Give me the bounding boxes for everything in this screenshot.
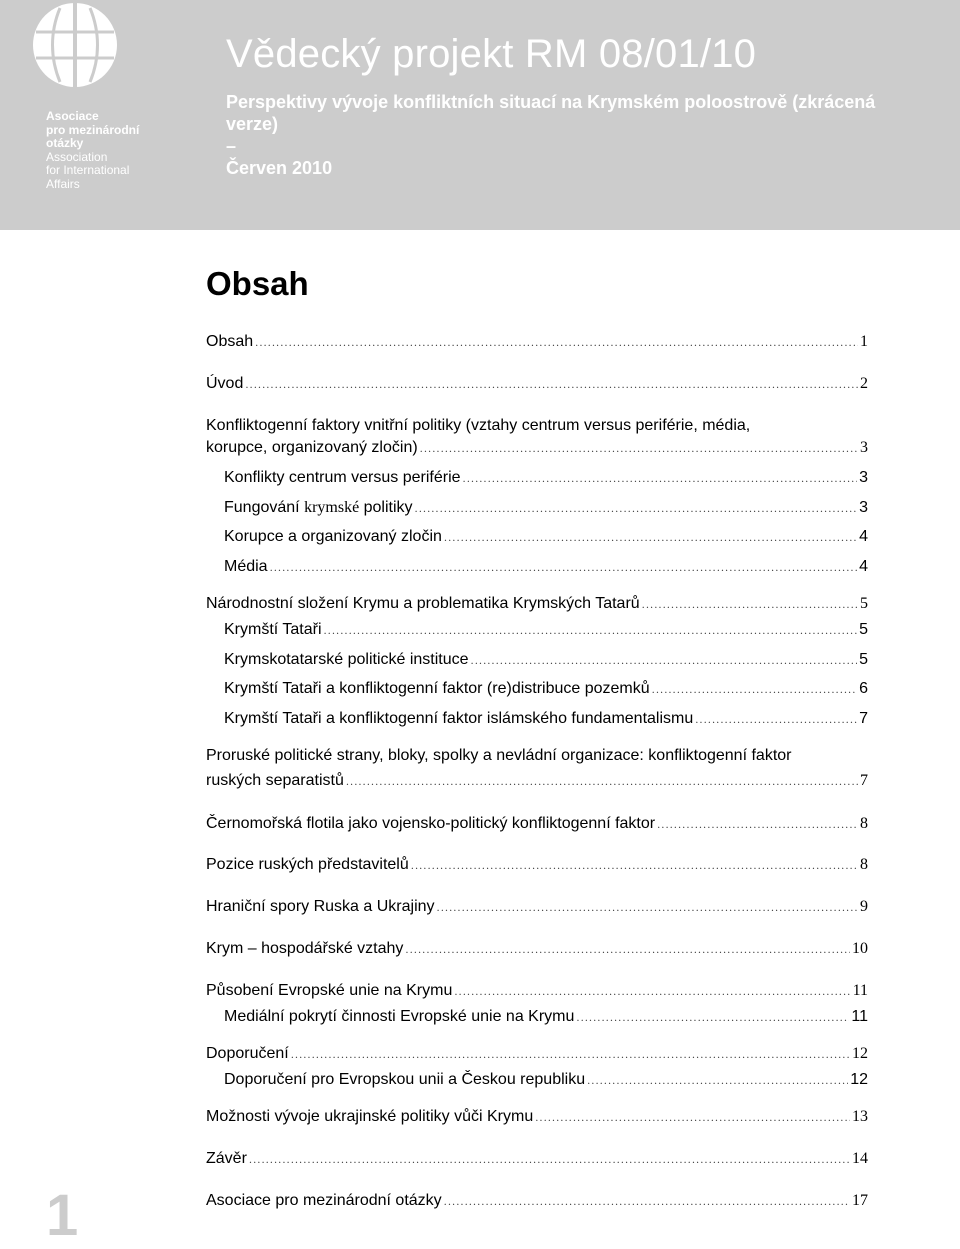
subtitle-text: Perspektivy vývoje konfliktních situací na Krymském poloostrově (zkrácená verze) [226, 92, 876, 134]
toc-entry[interactable] [206, 854, 868, 876]
subtitle-dash: – [226, 136, 237, 156]
toc-entry-label: Úvod [206, 375, 244, 392]
toc-entry-page: 17 [852, 1192, 868, 1209]
toc-entry-label: Pozice ruských představitelů [206, 856, 409, 873]
toc-entry[interactable] [224, 619, 868, 641]
document-subtitle [226, 91, 926, 157]
toc-entry[interactable] [206, 745, 868, 792]
leader-dots [245, 375, 858, 397]
toc-entry-page: 11 [852, 982, 868, 999]
toc-entry-label-line1: Konfliktogenní faktory vnitřní politiky (vztahy centrum versus periférie, média, [206, 417, 751, 434]
toc-entry[interactable] [224, 1006, 868, 1028]
toc-entry-label: korupce, organizovaný zločin) [206, 439, 418, 456]
toc-entry-label: Hraniční spory Ruska a Ukrajiny [206, 898, 435, 915]
toc-entry[interactable] [224, 1069, 868, 1091]
toc-entry-label: Obsah [206, 333, 254, 350]
toc-entry[interactable] [206, 1106, 868, 1128]
leader-dots [291, 1045, 850, 1067]
toc-entry-label: Krymští Tataři [224, 621, 322, 638]
toc-entry-label-line1: Proruské politické strany, bloky, spolky a nevládní organizace: konfliktogenní faktor [206, 747, 792, 764]
toc-entry-label-pre: Fungování [224, 499, 305, 516]
leader-dots [587, 1071, 848, 1093]
toc-entry[interactable] [206, 1043, 868, 1065]
toc-entry-label [224, 497, 413, 519]
toc-entry-page: 10 [852, 940, 868, 957]
toc-entry-page: 8 [860, 815, 868, 832]
toc-entry[interactable] [206, 938, 868, 960]
leader-dots [695, 710, 857, 732]
toc-entry-label: Krymští Tataři a konfliktogenní faktor islámského fundamentalismu [224, 710, 694, 727]
toc-entry-page: 7 [860, 772, 868, 789]
toc-entry-page: 2 [860, 375, 868, 392]
toc-entry-label: Krym – hospodářské vztahy [206, 940, 404, 957]
toc-entry[interactable] [206, 331, 868, 353]
leader-dots [270, 558, 858, 580]
toc-entry-page: 5 [859, 621, 868, 638]
leader-dots [411, 856, 858, 878]
toc-entry-label: Krymskotatarské politické instituce [224, 651, 469, 668]
toc-entry-label: Mediální pokrytí činnosti Evropské unie na Krymu [224, 1008, 575, 1025]
logo-line: for International [46, 163, 130, 177]
toc-entry-label: Černomořská flotila jako vojensko-politický konfliktogenní faktor [206, 815, 656, 832]
toc-entry-label: Národnostní složení Krymu a problematika Krymských Tatarů [206, 595, 640, 612]
toc-entry[interactable] [224, 678, 868, 700]
toc-entry[interactable] [206, 980, 868, 1002]
toc-entry-page: 5 [860, 595, 868, 612]
leader-dots [463, 469, 858, 491]
toc-entry-page: 3 [859, 469, 868, 486]
document-title: Vědecký projekt RM 08/01/10 [226, 32, 757, 76]
toc-entry[interactable] [224, 556, 868, 578]
toc-entry-label: Asociace pro mezinárodní otázky [206, 1192, 442, 1209]
toc-entry[interactable] [206, 1148, 868, 1170]
toc-entry-page: 11 [851, 1008, 868, 1025]
toc-entry[interactable] [206, 813, 868, 835]
leader-dots [657, 815, 858, 837]
leader-dots [535, 1108, 850, 1130]
toc-entry-label: Působení Evropské unie na Krymu [206, 982, 453, 999]
toc-entry-page: 5 [859, 651, 868, 668]
toc-entry-page: 12 [852, 1045, 868, 1062]
leader-dots [324, 621, 858, 643]
toc-entry-label: Korupce a organizovaný zločin [224, 528, 442, 545]
leader-dots [454, 982, 850, 1004]
toc-entry[interactable] [206, 415, 868, 459]
leader-dots [415, 499, 858, 521]
toc-entry-page: 13 [852, 1108, 868, 1125]
logo-line: otázky [46, 136, 84, 150]
logo-line: Affairs [46, 176, 80, 191]
logo-line: Asociace [46, 109, 99, 123]
header-band [0, 0, 960, 230]
logo-wordmark [46, 110, 196, 191]
toc-entry[interactable] [206, 373, 868, 395]
logo-line: Association [46, 149, 108, 164]
toc-entry-label-serif: krymské [304, 499, 360, 516]
toc-entry-page: 7 [859, 710, 868, 727]
toc-entry-page: 4 [859, 528, 868, 545]
toc-entry-label: Doporučení [206, 1045, 289, 1062]
toc-entry[interactable] [206, 896, 868, 918]
toc-entry-page: 1 [860, 333, 868, 350]
toc-entry[interactable] [206, 593, 868, 615]
toc-entry-page: 14 [852, 1150, 868, 1167]
globe-logo-icon [32, 2, 118, 88]
leader-dots [255, 333, 858, 355]
toc-entry-page: 3 [860, 439, 868, 456]
toc-entry-label-post: politiky [359, 499, 413, 516]
toc-entry-label: Média [224, 558, 268, 575]
leader-dots [444, 528, 857, 550]
document-date: Červen 2010 [226, 158, 333, 178]
leader-dots [346, 772, 858, 794]
toc-entry-page: 9 [860, 898, 868, 915]
toc-entry-page: 12 [850, 1071, 868, 1088]
logo-line: pro mezinárodní [46, 122, 140, 137]
toc-entry-page: 4 [859, 558, 868, 575]
leader-dots [642, 595, 858, 617]
leader-dots [420, 439, 858, 461]
page-number: 1 [46, 1183, 79, 1248]
toc-entry[interactable] [224, 497, 868, 519]
toc-entry-label: Krymští Tataři a konfliktogenní faktor (re)distribuce pozemků [224, 680, 650, 697]
toc-entry[interactable] [224, 649, 868, 671]
toc-heading: Obsah [206, 265, 309, 302]
toc-entry[interactable] [224, 467, 868, 489]
leader-dots [471, 651, 858, 673]
toc-entry-page: 8 [860, 856, 868, 873]
toc-entry[interactable] [224, 526, 868, 548]
leader-dots [444, 1192, 850, 1214]
toc-entry-label: Závěr [206, 1150, 247, 1167]
toc-entry[interactable] [206, 1190, 868, 1212]
leader-dots [652, 680, 857, 702]
leader-dots [249, 1150, 850, 1172]
toc-entry-label: Možnosti vývoje ukrajinské politiky vůči Krymu [206, 1108, 534, 1125]
toc-entry-label: Konflikty centrum versus periférie [224, 469, 461, 486]
toc-entry-label: Doporučení pro Evropskou unii a Českou republiku [224, 1071, 586, 1088]
leader-dots [405, 940, 850, 962]
toc-entry[interactable] [224, 708, 868, 730]
toc-entry-label: ruských separatistů [206, 772, 344, 789]
toc-entry-page: 6 [859, 680, 868, 697]
leader-dots [576, 1008, 849, 1030]
toc-entry-page: 3 [859, 499, 868, 516]
leader-dots [437, 898, 858, 920]
